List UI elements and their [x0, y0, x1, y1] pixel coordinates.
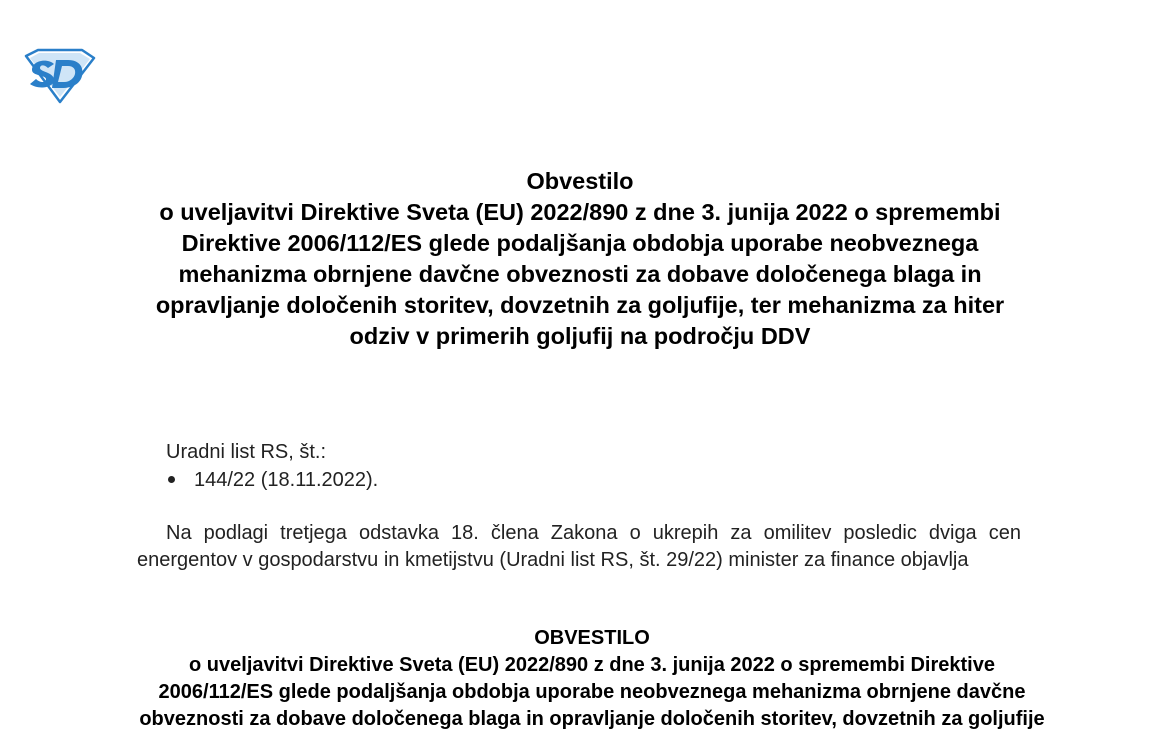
gazette-list [166, 466, 378, 494]
gazette-label: Uradni list RS, št.: [166, 441, 327, 463]
sd-shield-logo-icon [22, 48, 96, 104]
list-item [166, 466, 378, 494]
bullet-icon [168, 476, 175, 483]
gazette-item-text: 144/22 (18.11.2022). [194, 469, 379, 491]
title-subtitle: o uveljavitvi Direktive Sveta (EU) 2022/890 z dne 3. junija 2022 o spremembi Direktive 2006/112/ES glede podaljšanja obdobja uporabe neobveznega mehanizma obrnjene davčne obveznosti za dobave določenega blaga in opravljanje določenih storitev, dovzetnih za goljufije, ter mehanizma za hiter odziv v primerih goljufij na področju DDV [155, 199, 1005, 349]
title-heading: Obvestilo [526, 168, 634, 194]
document-title [140, 166, 1020, 352]
notice-title [137, 625, 1047, 733]
notice-heading: OBVESTILO [534, 627, 650, 649]
intro-paragraph: Na podlagi tretjega odstavka 18. člena Zakona o ukrepih za omilitev posledic dviga cen energentov v gospodarstvu in kmetijstvu (Uradni list RS, št. 29/22) minister za finance objavlja [137, 522, 1021, 571]
notice-subtitle: o uveljavitvi Direktive Sveta (EU) 2022/890 z dne 3. junija 2022 o spremembi Direktive 2006/112/ES glede podaljšanja obdobja uporabe neobveznega mehanizma obrnjene davčne obveznosti za dobave določenega blaga in opravljanje določenih storitev, dovzetnih za goljufije [139, 654, 1045, 730]
